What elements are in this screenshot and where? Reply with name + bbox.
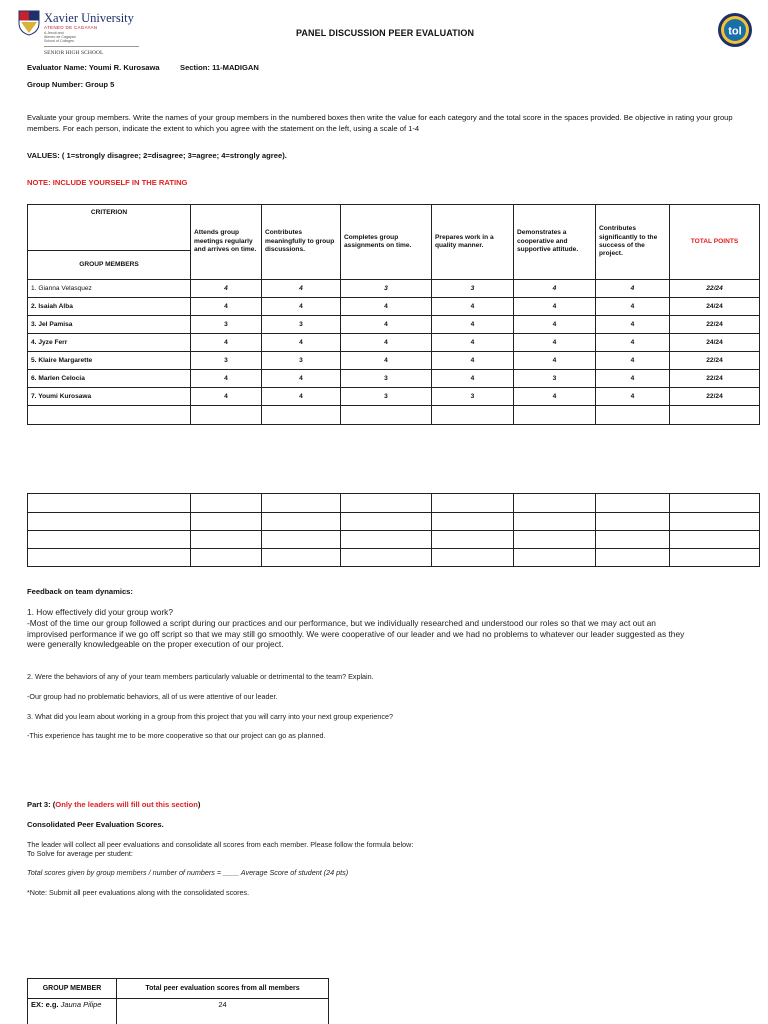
score-cell: 4 bbox=[191, 334, 262, 352]
score-cell: 4 bbox=[514, 280, 596, 298]
evaluator-name: Evaluator Name: Youmi R. Kurosawa bbox=[27, 63, 160, 72]
score-cell: 3 bbox=[262, 316, 341, 334]
total-cell: 24/24 bbox=[670, 298, 760, 316]
score-cell: 4 bbox=[191, 298, 262, 316]
table-row bbox=[28, 316, 760, 334]
score-cell: 4 bbox=[596, 352, 670, 370]
member-name: 4. Jyze Ferr bbox=[28, 334, 191, 352]
total-cell: 24/24 bbox=[670, 334, 760, 352]
group-members-header: GROUP MEMBERS bbox=[28, 251, 191, 280]
total-cell: 22/24 bbox=[670, 280, 760, 298]
criterion-1: Attends group meetings regularly and arrives on time. bbox=[191, 205, 262, 280]
score-cell: 4 bbox=[262, 370, 341, 388]
peer-evaluation-table bbox=[27, 204, 760, 425]
section-label: Section: 11-MADIGAN bbox=[180, 63, 259, 72]
member-name: 3. Jel Pamisa bbox=[28, 316, 191, 334]
score-cell: 3 bbox=[191, 352, 262, 370]
rating-note: NOTE: INCLUDE YOURSELF IN THE RATING bbox=[27, 178, 188, 187]
total-scores-header: Total peer evaluation scores from all members bbox=[117, 979, 329, 999]
criterion-4: Prepares work in a quality manner. bbox=[432, 205, 514, 280]
total-cell: 22/24 bbox=[670, 316, 760, 334]
score-cell: 4 bbox=[514, 388, 596, 406]
criteria-header-row bbox=[28, 205, 760, 251]
table-row bbox=[28, 298, 760, 316]
logo-divider bbox=[44, 46, 139, 47]
score-cell: 3 bbox=[191, 316, 262, 334]
score-cell: 3 bbox=[262, 352, 341, 370]
member-name: 2. Isaiah Alba bbox=[28, 298, 191, 316]
score-cell: 4 bbox=[596, 298, 670, 316]
score-cell: 4 bbox=[432, 316, 514, 334]
criterion-2: Contributes meaningfully to group discussions. bbox=[262, 205, 341, 280]
criterion-header: CRITERION bbox=[28, 205, 191, 251]
score-cell: 4 bbox=[191, 388, 262, 406]
score-cell: 4 bbox=[262, 280, 341, 298]
part3-text-1: The leader will collect all peer evaluations and consolidate all scores from each member. Please follow the formula below: bbox=[27, 840, 414, 849]
university-name: Xavier University bbox=[44, 11, 134, 25]
blank-rating-table bbox=[27, 493, 760, 567]
score-cell: 4 bbox=[432, 352, 514, 370]
score-cell: 3 bbox=[341, 388, 432, 406]
member-name: 5. Klaire Margarette bbox=[28, 352, 191, 370]
table-row bbox=[28, 334, 760, 352]
feedback-question-3: 3. What did you learn about working in a group from this project that you will carry into your next group experience? bbox=[27, 712, 393, 721]
xavier-university-logo bbox=[18, 8, 134, 56]
score-cell: 3 bbox=[341, 280, 432, 298]
school-name: SENIOR HIGH SCHOOL bbox=[44, 50, 104, 56]
feedback-answer-3: -This experience has taught me to be more cooperative so that our project can go as planned. bbox=[27, 731, 326, 740]
score-cell: 4 bbox=[341, 316, 432, 334]
criterion-6: Contributes significantly to the success of the project. bbox=[596, 205, 670, 280]
table-row bbox=[28, 280, 760, 298]
part3-subheading: Consolidated Peer Evaluation Scores. bbox=[27, 820, 164, 829]
score-cell: 4 bbox=[514, 316, 596, 334]
criterion-3: Completes group assignments on time. bbox=[341, 205, 432, 280]
table-row bbox=[28, 388, 760, 406]
score-cell: 3 bbox=[514, 370, 596, 388]
score-cell: 4 bbox=[432, 298, 514, 316]
score-cell: 4 bbox=[596, 388, 670, 406]
score-cell: 4 bbox=[262, 334, 341, 352]
badge-text: tol bbox=[728, 25, 742, 38]
group-number: Group Number: Group 5 bbox=[27, 80, 115, 89]
total-cell: 22/24 bbox=[670, 388, 760, 406]
school-badge-logo bbox=[717, 12, 753, 48]
member-name: 6. Marlen Celocia bbox=[28, 370, 191, 388]
score-cell: 3 bbox=[341, 370, 432, 388]
score-cell: 4 bbox=[514, 334, 596, 352]
university-crest-icon bbox=[18, 10, 40, 36]
example-score: 24 bbox=[117, 999, 329, 1024]
example-member: EX: e.g. Jauna Pilipe bbox=[28, 999, 117, 1024]
score-cell: 3 bbox=[432, 388, 514, 406]
score-cell: 4 bbox=[514, 298, 596, 316]
score-cell: 4 bbox=[432, 370, 514, 388]
score-cell: 4 bbox=[514, 352, 596, 370]
member-name: 1. Gianna Velasquez bbox=[28, 280, 191, 298]
feedback-heading: Feedback on team dynamics: bbox=[27, 587, 133, 596]
group-member-header: GROUP MEMBER bbox=[28, 979, 117, 999]
empty-table-row bbox=[28, 406, 760, 425]
score-cell: 4 bbox=[596, 316, 670, 334]
instructions-paragraph: Evaluate your group members. Write the names of your group members in the numbered boxes then write the value for each category and the total score in the spaces provided. Be objective in rating your group members. For each person, indicate the extent to which you agree with the statement on the left, using a scale of 1-4 bbox=[27, 113, 733, 133]
score-cell: 4 bbox=[596, 280, 670, 298]
empty-table-row bbox=[28, 513, 760, 531]
empty-table-row bbox=[28, 549, 760, 567]
consolidated-scores-table bbox=[27, 978, 329, 1024]
example-row bbox=[28, 999, 329, 1024]
feedback-question-1: 1. How effectively did your group work? bbox=[27, 607, 174, 617]
page-title: PANEL DISCUSSION PEER EVALUATION bbox=[296, 28, 475, 38]
total-points-header: TOTAL POINTS bbox=[670, 205, 760, 280]
total-cell: 22/24 bbox=[670, 352, 760, 370]
part3-text-2: To Solve for average per student: bbox=[27, 849, 133, 858]
score-cell: 4 bbox=[341, 352, 432, 370]
score-cell: 4 bbox=[191, 280, 262, 298]
total-cell: 22/24 bbox=[670, 370, 760, 388]
score-cell: 4 bbox=[596, 370, 670, 388]
part3-heading: Part 3: (Only the leaders will fill out this section) bbox=[27, 800, 201, 809]
score-cell: 4 bbox=[262, 298, 341, 316]
table-row bbox=[28, 370, 760, 388]
empty-table-row bbox=[28, 531, 760, 549]
score-cell: 4 bbox=[191, 370, 262, 388]
score-cell: 4 bbox=[262, 388, 341, 406]
badge-icon bbox=[717, 12, 753, 48]
average-formula: Total scores given by group members / number of numbers = ____ Average Score of student (24 pts) bbox=[27, 868, 349, 877]
table-row bbox=[28, 352, 760, 370]
empty-table-row bbox=[28, 494, 760, 513]
score-cell: 3 bbox=[432, 280, 514, 298]
criterion-5: Demonstrates a cooperative and supportive attitude. bbox=[514, 205, 596, 280]
consolidated-header-row bbox=[28, 979, 329, 999]
score-cell: 4 bbox=[432, 334, 514, 352]
feedback-answer-2: -Our group had no problematic behaviors, all of us were attentive of our leader. bbox=[27, 692, 278, 701]
score-cell: 4 bbox=[341, 298, 432, 316]
feedback-question-2: 2. Were the behaviors of any of your team members particularly valuable or detrimental to the team? Explain. bbox=[27, 672, 374, 681]
values-legend: VALUES: ( 1=strongly disagree; 2=disagree; 3=agree; 4=strongly agree). bbox=[27, 151, 287, 160]
score-cell: 4 bbox=[341, 334, 432, 352]
submission-note: *Note: Submit all peer evaluations along with the consolidated scores. bbox=[27, 888, 250, 897]
university-small-text: A Jesuit and Ateneo de Cagayan School of Colleges bbox=[44, 31, 76, 44]
university-subtitle: ATENEO DE CAGAYAN bbox=[44, 25, 98, 30]
feedback-answer-1: -Most of the time our group followed a script during our practices and our performance, but we individually researched and understood our roles so that we may act out an improvised performance if we go off script so that we may still go smoothly. We were cooperative of our leader and we had no problems to whatever our leader suggested as they were generally knowledgeable on the proper execution of our project. bbox=[27, 618, 685, 650]
score-cell: 4 bbox=[596, 334, 670, 352]
member-name: 7. Youmi Kurosawa bbox=[28, 388, 191, 406]
